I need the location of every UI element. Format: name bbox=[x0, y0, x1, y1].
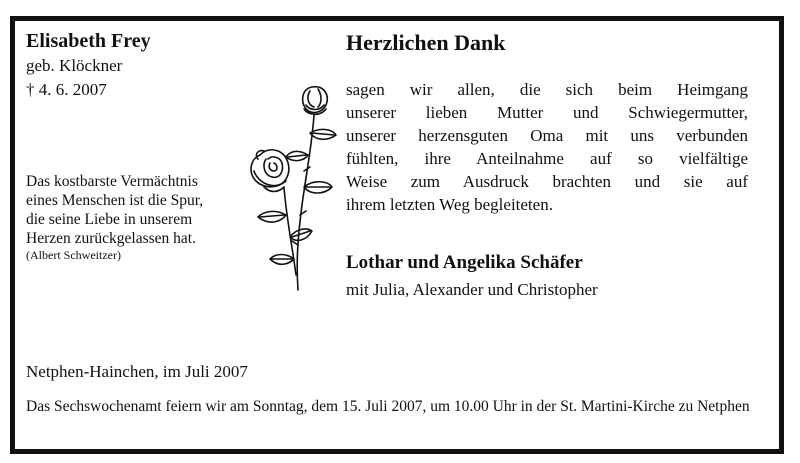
quote-line: eines Menschen ist die Spur, bbox=[26, 192, 204, 209]
thanks-line: unserer lieben Mutter und Schwiegermutter, bbox=[346, 103, 748, 122]
rose-icon bbox=[240, 75, 340, 295]
thanks-line: ihrem letzten Weg begleiteten. bbox=[346, 195, 553, 214]
signers: Lothar und Angelika Schäfer bbox=[346, 252, 583, 273]
thanks-line: unserer herzensguten Oma mit uns verbunden bbox=[346, 126, 748, 145]
thanks-line: sagen wir allen, die sich beim Heimgang bbox=[346, 80, 748, 99]
place-date: Netphen-Hainchen, im Juli 2007 bbox=[26, 362, 248, 381]
deceased-name: Elisabeth Frey bbox=[26, 30, 151, 52]
quote-line: Herzen zurückgelassen hat. bbox=[26, 230, 196, 247]
thanks-headline: Herzlichen Dank bbox=[346, 30, 506, 55]
quote-block bbox=[26, 172, 203, 263]
quote-author: (Albert Schweitzer) bbox=[26, 248, 121, 262]
signers-children: mit Julia, Alexander und Christopher bbox=[346, 280, 598, 299]
thanks-line: fühlten, ihre Anteilnahme auf so vielfältige bbox=[346, 149, 748, 168]
born-name: geb. Klöckner bbox=[26, 56, 123, 75]
thanks-line: Weise zum Ausdruck brachten und sie auf bbox=[346, 172, 748, 191]
quote-line: Das kostbarste Vermächtnis bbox=[26, 173, 198, 190]
thanks-text bbox=[346, 78, 748, 216]
service-notice: Das Sechswochenamt feiern wir am Sonntag, dem 15. Juli 2007, um 10.00 Uhr in der St. Martini-Kirche zu Netphen bbox=[26, 398, 750, 415]
quote-line: die seine Liebe in unserem bbox=[26, 211, 193, 228]
death-date: † 4. 6. 2007 bbox=[26, 80, 107, 99]
